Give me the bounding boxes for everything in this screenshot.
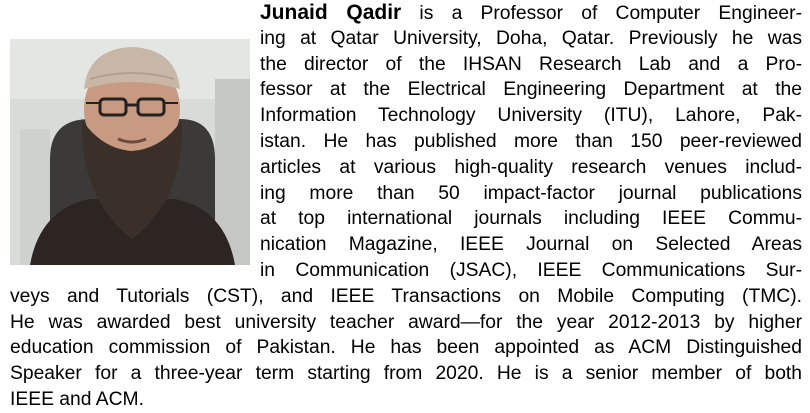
bio-line: articles at various high-quality research venues includ-: [260, 156, 802, 178]
bio-line: IEEE and ACM.: [10, 388, 144, 410]
bio-line: ing at Qatar University, Doha, Qatar. Previously he was: [260, 27, 802, 49]
bio-line: the director of the IHSAN Research Lab and a Pro-: [260, 53, 802, 75]
bio-line: Information Technology University (ITU), Lahore, Pak-: [260, 105, 802, 127]
bio-line: fessor at the Electrical Engineering Department at the: [260, 79, 802, 101]
bio-line: veys and Tutorials (CST), and IEEE Transactions on Mobile Computing (TMC).: [10, 285, 802, 307]
bio-line: He was awarded best university teacher award—for the year 2012-2013 by higher: [10, 311, 802, 333]
bio-line: nication Magazine, IEEE Journal on Selected Areas: [260, 234, 802, 256]
bio-line: at top international journals including IEEE Commu-: [260, 208, 802, 230]
bio-line: in Communication (JSAC), IEEE Communications Sur-: [260, 259, 802, 281]
bio-line: Junaid Qadir is a Professor of Computer Engineer-: [260, 1, 803, 24]
author-name: Junaid Qadir: [260, 1, 402, 24]
bio-line: ing more than 50 impact-factor journal publications: [260, 182, 802, 204]
author-biography: [10, 0, 802, 413]
bio-line: Speaker for a three-year term starting from 2020. He is a senior member of both: [10, 363, 802, 385]
bio-line: education commission of Pakistan. He has been appointed as ACM Distinguished: [10, 337, 802, 359]
bio-line: istan. He has published more than 150 peer-reviewed: [260, 130, 802, 152]
